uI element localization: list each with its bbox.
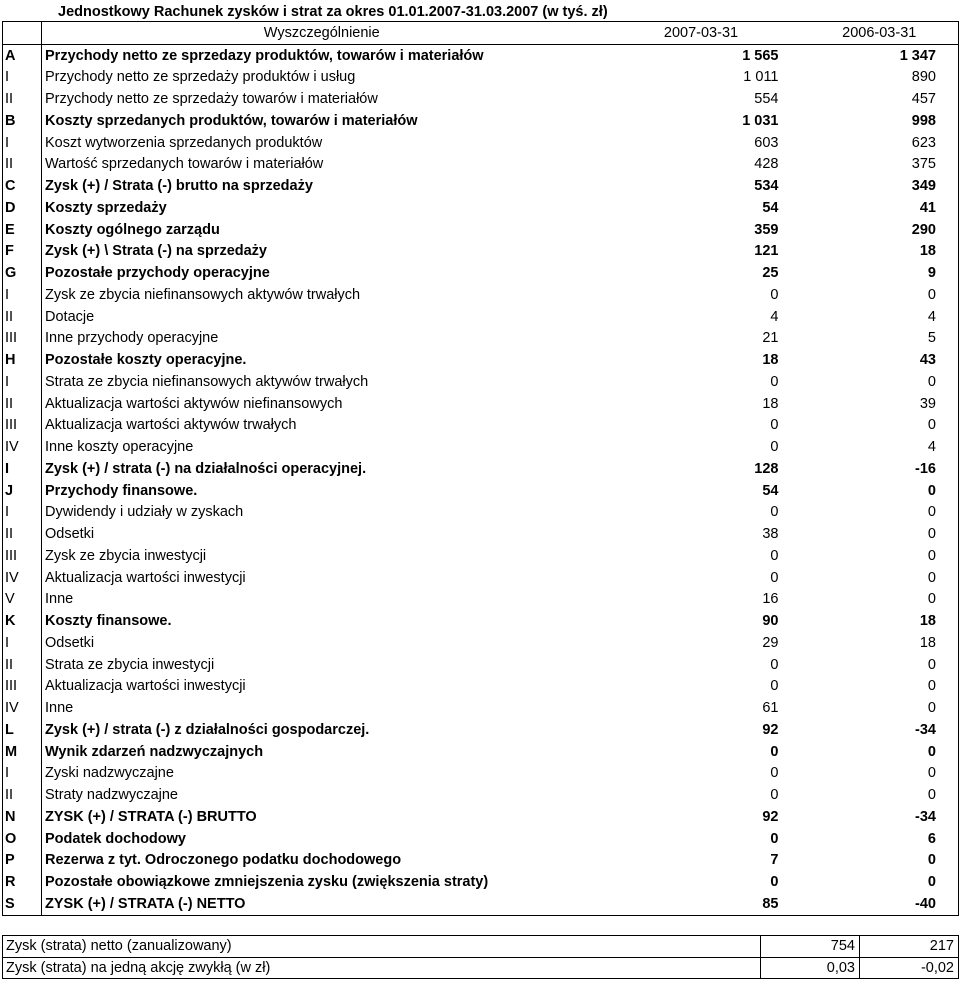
table-row	[3, 610, 959, 632]
table-row	[3, 502, 959, 524]
row-value-2007: 0	[770, 504, 779, 521]
row-code: II	[3, 393, 42, 415]
row-value-2006: 623	[911, 134, 936, 151]
table-row	[3, 828, 959, 850]
row-value-2006: 0	[927, 286, 936, 303]
row-value-2007: 0	[770, 765, 779, 782]
row-code: II	[3, 523, 42, 545]
row-label: Wynik zdarzeń nadzwyczajnych	[45, 743, 264, 760]
row-value-2007: 18	[762, 395, 779, 412]
row-label: Straty nadzwyczajne	[45, 787, 178, 804]
row-code: I	[3, 67, 42, 89]
table-row	[3, 719, 959, 741]
table-row	[3, 241, 959, 263]
row-value-2006: 0	[927, 852, 936, 869]
row-code: I	[3, 763, 42, 785]
row-code: V	[3, 589, 42, 611]
row-value-2006: 9	[927, 265, 936, 282]
row-value-2006: 375	[911, 156, 936, 173]
row-value-2006: 0	[927, 526, 936, 543]
row-label: Zysk (+) / strata (-) na działalności operacyjnej.	[45, 460, 367, 477]
row-value-2007: 0	[770, 373, 779, 390]
row-value-2007: 90	[762, 613, 779, 630]
row-label: Pozostałe koszty operacyjne.	[45, 352, 247, 369]
row-label: Koszty ogólnego zarządu	[45, 221, 220, 238]
row-code: I	[3, 132, 42, 154]
table-row	[3, 893, 959, 915]
row-label: Dotacje	[45, 308, 95, 325]
row-value-2007: 428	[754, 156, 779, 173]
row-value-2007: 85	[602, 893, 801, 915]
row-value-2006: 0	[927, 656, 936, 673]
row-code: I	[3, 284, 42, 306]
table-row	[3, 871, 959, 893]
row-value-2007: 0	[770, 787, 779, 804]
row-value-2007: 25	[762, 265, 779, 282]
description-header: Wyszczególnienie	[42, 22, 602, 45]
summary-row	[3, 957, 959, 979]
row-code: F	[3, 241, 42, 263]
row-value-2007: 0	[770, 439, 779, 456]
row-value-2007: 0	[770, 830, 779, 847]
row-value-2007: 554	[754, 91, 779, 108]
row-label: Aktualizacja wartości inwestycji	[45, 569, 246, 586]
row-label: Wartość sprzedanych towarów i materiałów	[45, 156, 324, 173]
table-row	[3, 284, 959, 306]
summary-value-2006: 217	[860, 936, 959, 958]
row-value-2006: 0	[927, 373, 936, 390]
row-code: III	[3, 545, 42, 567]
table-row	[3, 697, 959, 719]
row-code: I	[3, 458, 42, 480]
row-label: Koszt wytworzenia sprzedanych produktów	[45, 134, 323, 151]
row-value-2006: 0	[927, 547, 936, 564]
row-value-2006: -34	[915, 808, 936, 825]
table-header-row	[3, 22, 959, 45]
table-row	[3, 88, 959, 110]
row-value-2006: 43	[919, 352, 936, 369]
summary-row	[3, 936, 959, 958]
row-value-2007: 1 011	[743, 69, 779, 86]
row-value-2007: 603	[754, 134, 779, 151]
row-code: D	[3, 197, 42, 219]
summary-label: Zysk (strata) netto (zanualizowany)	[3, 936, 761, 958]
income-statement-body	[3, 22, 959, 916]
row-value-2006: 18	[919, 243, 936, 260]
row-label: Aktualizacja wartości aktywów niefinansowych	[45, 395, 343, 412]
row-value-2006: -34	[915, 721, 936, 738]
table-row	[3, 523, 959, 545]
row-value-2007: 61	[762, 700, 779, 717]
row-value-2007: 0	[770, 547, 779, 564]
table-row	[3, 67, 959, 89]
row-value-2006: 39	[919, 395, 936, 412]
row-label: Zysk ze zbycia niefinansowych aktywów trwałych	[45, 286, 361, 303]
row-value-2006: 0	[927, 678, 936, 695]
row-value-2006: 18	[919, 613, 936, 630]
row-code: IV	[3, 436, 42, 458]
period-2006-header: 2006-03-31	[801, 22, 959, 45]
row-value-2006: 290	[911, 221, 936, 238]
period-2007-header: 2007-03-31	[602, 22, 801, 45]
row-label: Strata ze zbycia inwestycji	[45, 656, 215, 673]
row-value-2007: 54	[762, 482, 779, 499]
row-value-2006: 0	[927, 504, 936, 521]
row-value-2006: 890	[911, 69, 936, 86]
row-label: Aktualizacja wartości inwestycji	[45, 678, 246, 695]
row-value-2007: 0	[770, 874, 779, 891]
row-label: Strata ze zbycia niefinansowych aktywów trwałych	[45, 373, 369, 390]
table-row	[3, 197, 959, 219]
table-row	[3, 262, 959, 284]
table-row	[3, 371, 959, 393]
row-value-2007: 534	[754, 178, 779, 195]
row-code: I	[3, 502, 42, 524]
row-value-2006: -16	[915, 460, 936, 477]
row-code: C	[3, 175, 42, 197]
row-label: Zyski nadzwyczajne	[45, 765, 174, 782]
row-value-2006: 5	[927, 330, 936, 347]
summary-value-2006: -0,02	[860, 957, 959, 979]
row-code: II	[3, 306, 42, 328]
row-value-2006: 0	[927, 765, 936, 782]
table-row	[3, 306, 959, 328]
row-label: Pozostałe przychody operacyjne	[45, 265, 270, 282]
table-row	[3, 458, 959, 480]
statement-title: Jednostkowy Rachunek zysków i strat za okres 01.01.2007-31.03.2007 (w tyś. zł)	[58, 4, 608, 20]
row-value-2006: 0	[927, 591, 936, 608]
row-value-2007: 0	[770, 417, 779, 434]
table-row	[3, 763, 959, 785]
row-code: IV	[3, 567, 42, 589]
row-value-2006: 0	[927, 417, 936, 434]
row-code: J	[3, 480, 42, 502]
row-code: III	[3, 328, 42, 350]
row-value-2006: 349	[911, 178, 936, 195]
row-code: B	[3, 110, 42, 132]
row-value-2006: 0	[927, 700, 936, 717]
table-row	[3, 436, 959, 458]
row-label: Odsetki	[45, 634, 95, 651]
row-code: S	[3, 893, 42, 915]
table-row	[3, 676, 959, 698]
row-code: K	[3, 610, 42, 632]
table-row	[3, 349, 959, 371]
row-label: ZYSK (+) / STRATA (-) NETTO	[42, 893, 602, 915]
table-row	[3, 480, 959, 502]
code-header-cell	[3, 22, 42, 45]
row-code: P	[3, 850, 42, 872]
table-row	[3, 632, 959, 654]
row-value-2006: 0	[927, 482, 936, 499]
table-row	[3, 110, 959, 132]
row-value-2007: 38	[762, 526, 779, 543]
row-label: Podatek dochodowy	[45, 830, 186, 847]
row-label: Przychody netto ze sprzedaży produktów i usług	[45, 69, 356, 86]
row-value-2006: 6	[927, 830, 936, 847]
row-value-2007: 0	[770, 743, 779, 760]
row-value-2006: 18	[919, 634, 936, 651]
table-row	[3, 654, 959, 676]
row-label: Przychody netto ze sprzedaży towarów i materiałów	[45, 91, 378, 108]
row-code: I	[3, 371, 42, 393]
row-label: Pozostałe obowiązkowe zmniejszenia zysku (zwiększenia straty)	[45, 874, 489, 891]
row-label: Rezerwa z tyt. Odroczonego podatku dochodowego	[45, 852, 402, 869]
row-label: Zysk ze zbycia inwestycji	[45, 547, 207, 564]
table-row	[3, 784, 959, 806]
row-label: Koszty sprzedaży	[45, 199, 167, 216]
row-label: Aktualizacja wartości aktywów trwałych	[45, 417, 297, 434]
table-row	[3, 741, 959, 763]
summary-value-2007: 754	[761, 936, 860, 958]
row-code: II	[3, 654, 42, 676]
row-code: II	[3, 154, 42, 176]
table-row	[3, 393, 959, 415]
row-value-2007: 1 031	[742, 112, 779, 129]
table-row	[3, 328, 959, 350]
row-code: H	[3, 349, 42, 371]
row-value-2006: 998	[911, 112, 936, 129]
row-value-2006: -40	[801, 893, 959, 915]
summary-table	[2, 935, 959, 979]
row-label: Odsetki	[45, 526, 95, 543]
income-statement-table	[2, 21, 959, 916]
summary-label: Zysk (strata) na jedną akcję zwykłą (w zł)	[6, 959, 271, 976]
row-code: N	[3, 806, 42, 828]
row-label: Inne przychody operacyjne	[45, 330, 219, 347]
table-row	[3, 567, 959, 589]
row-value-2006: 0	[927, 787, 936, 804]
summary-value-2007: 0,03	[761, 957, 860, 979]
row-label: Przychody netto ze sprzedazy produktów, towarów i materiałów	[45, 47, 484, 64]
row-label: Koszty sprzedanych produktów, towarów i materiałów	[45, 112, 418, 129]
table-row	[3, 806, 959, 828]
row-code: III	[3, 676, 42, 698]
row-code: E	[3, 219, 42, 241]
row-value-2007: 18	[762, 352, 779, 369]
row-code: R	[3, 871, 42, 893]
row-label: Inne koszty operacyjne	[45, 439, 194, 456]
row-value-2006: 0	[927, 743, 936, 760]
row-label: Inne	[45, 700, 74, 717]
row-code: O	[3, 828, 42, 850]
table-row	[3, 154, 959, 176]
row-value-2006: 4	[927, 439, 936, 456]
row-code: L	[3, 719, 42, 741]
row-value-2007: 16	[762, 591, 779, 608]
row-code: II	[3, 784, 42, 806]
row-value-2006: 0	[927, 874, 936, 891]
row-value-2007: 21	[762, 330, 779, 347]
table-row	[3, 132, 959, 154]
row-code: I	[3, 632, 42, 654]
row-value-2006: 1 347	[899, 47, 936, 64]
row-value-2007: 359	[754, 221, 779, 238]
row-label: Inne	[45, 591, 74, 608]
row-value-2007: 29	[762, 634, 779, 651]
row-code: M	[3, 741, 42, 763]
row-value-2007: 1 565	[742, 47, 779, 64]
row-code: A	[3, 44, 42, 66]
row-label: Dywidendy i udziały w zyskach	[45, 504, 244, 521]
row-value-2007: 7	[770, 852, 779, 869]
row-value-2006: 0	[927, 569, 936, 586]
table-row	[3, 219, 959, 241]
row-value-2007: 0	[770, 569, 779, 586]
row-label: ZYSK (+) / STRATA (-) BRUTTO	[45, 808, 257, 825]
row-value-2007: 92	[762, 808, 779, 825]
table-row	[3, 415, 959, 437]
row-value-2007: 121	[754, 243, 779, 260]
table-row	[3, 44, 959, 66]
row-code: II	[3, 88, 42, 110]
row-value-2007: 4	[770, 308, 779, 325]
row-code: G	[3, 262, 42, 284]
row-label: Przychody finansowe.	[45, 482, 198, 499]
row-value-2006: 457	[911, 91, 936, 108]
row-label: Zysk (+) \ Strata (-) na sprzedaży	[45, 243, 267, 260]
table-row	[3, 850, 959, 872]
row-code: IV	[3, 697, 42, 719]
row-value-2007: 54	[762, 199, 779, 216]
row-value-2006: 4	[927, 308, 936, 325]
row-value-2007: 128	[754, 460, 779, 477]
row-code: III	[3, 415, 42, 437]
row-label: Zysk (+) / Strata (-) brutto na sprzedaży	[45, 178, 313, 195]
table-row	[3, 545, 959, 567]
row-value-2007: 0	[770, 286, 779, 303]
row-value-2007: 0	[770, 656, 779, 673]
row-label: Zysk (+) / strata (-) z działalności gospodarczej.	[45, 721, 370, 738]
table-row	[3, 175, 959, 197]
row-value-2006: 41	[919, 199, 936, 216]
row-value-2007: 92	[762, 721, 779, 738]
row-label: Koszty finansowe.	[45, 613, 172, 630]
summary-body	[3, 936, 959, 979]
table-row	[3, 589, 959, 611]
row-value-2007: 0	[770, 678, 779, 695]
